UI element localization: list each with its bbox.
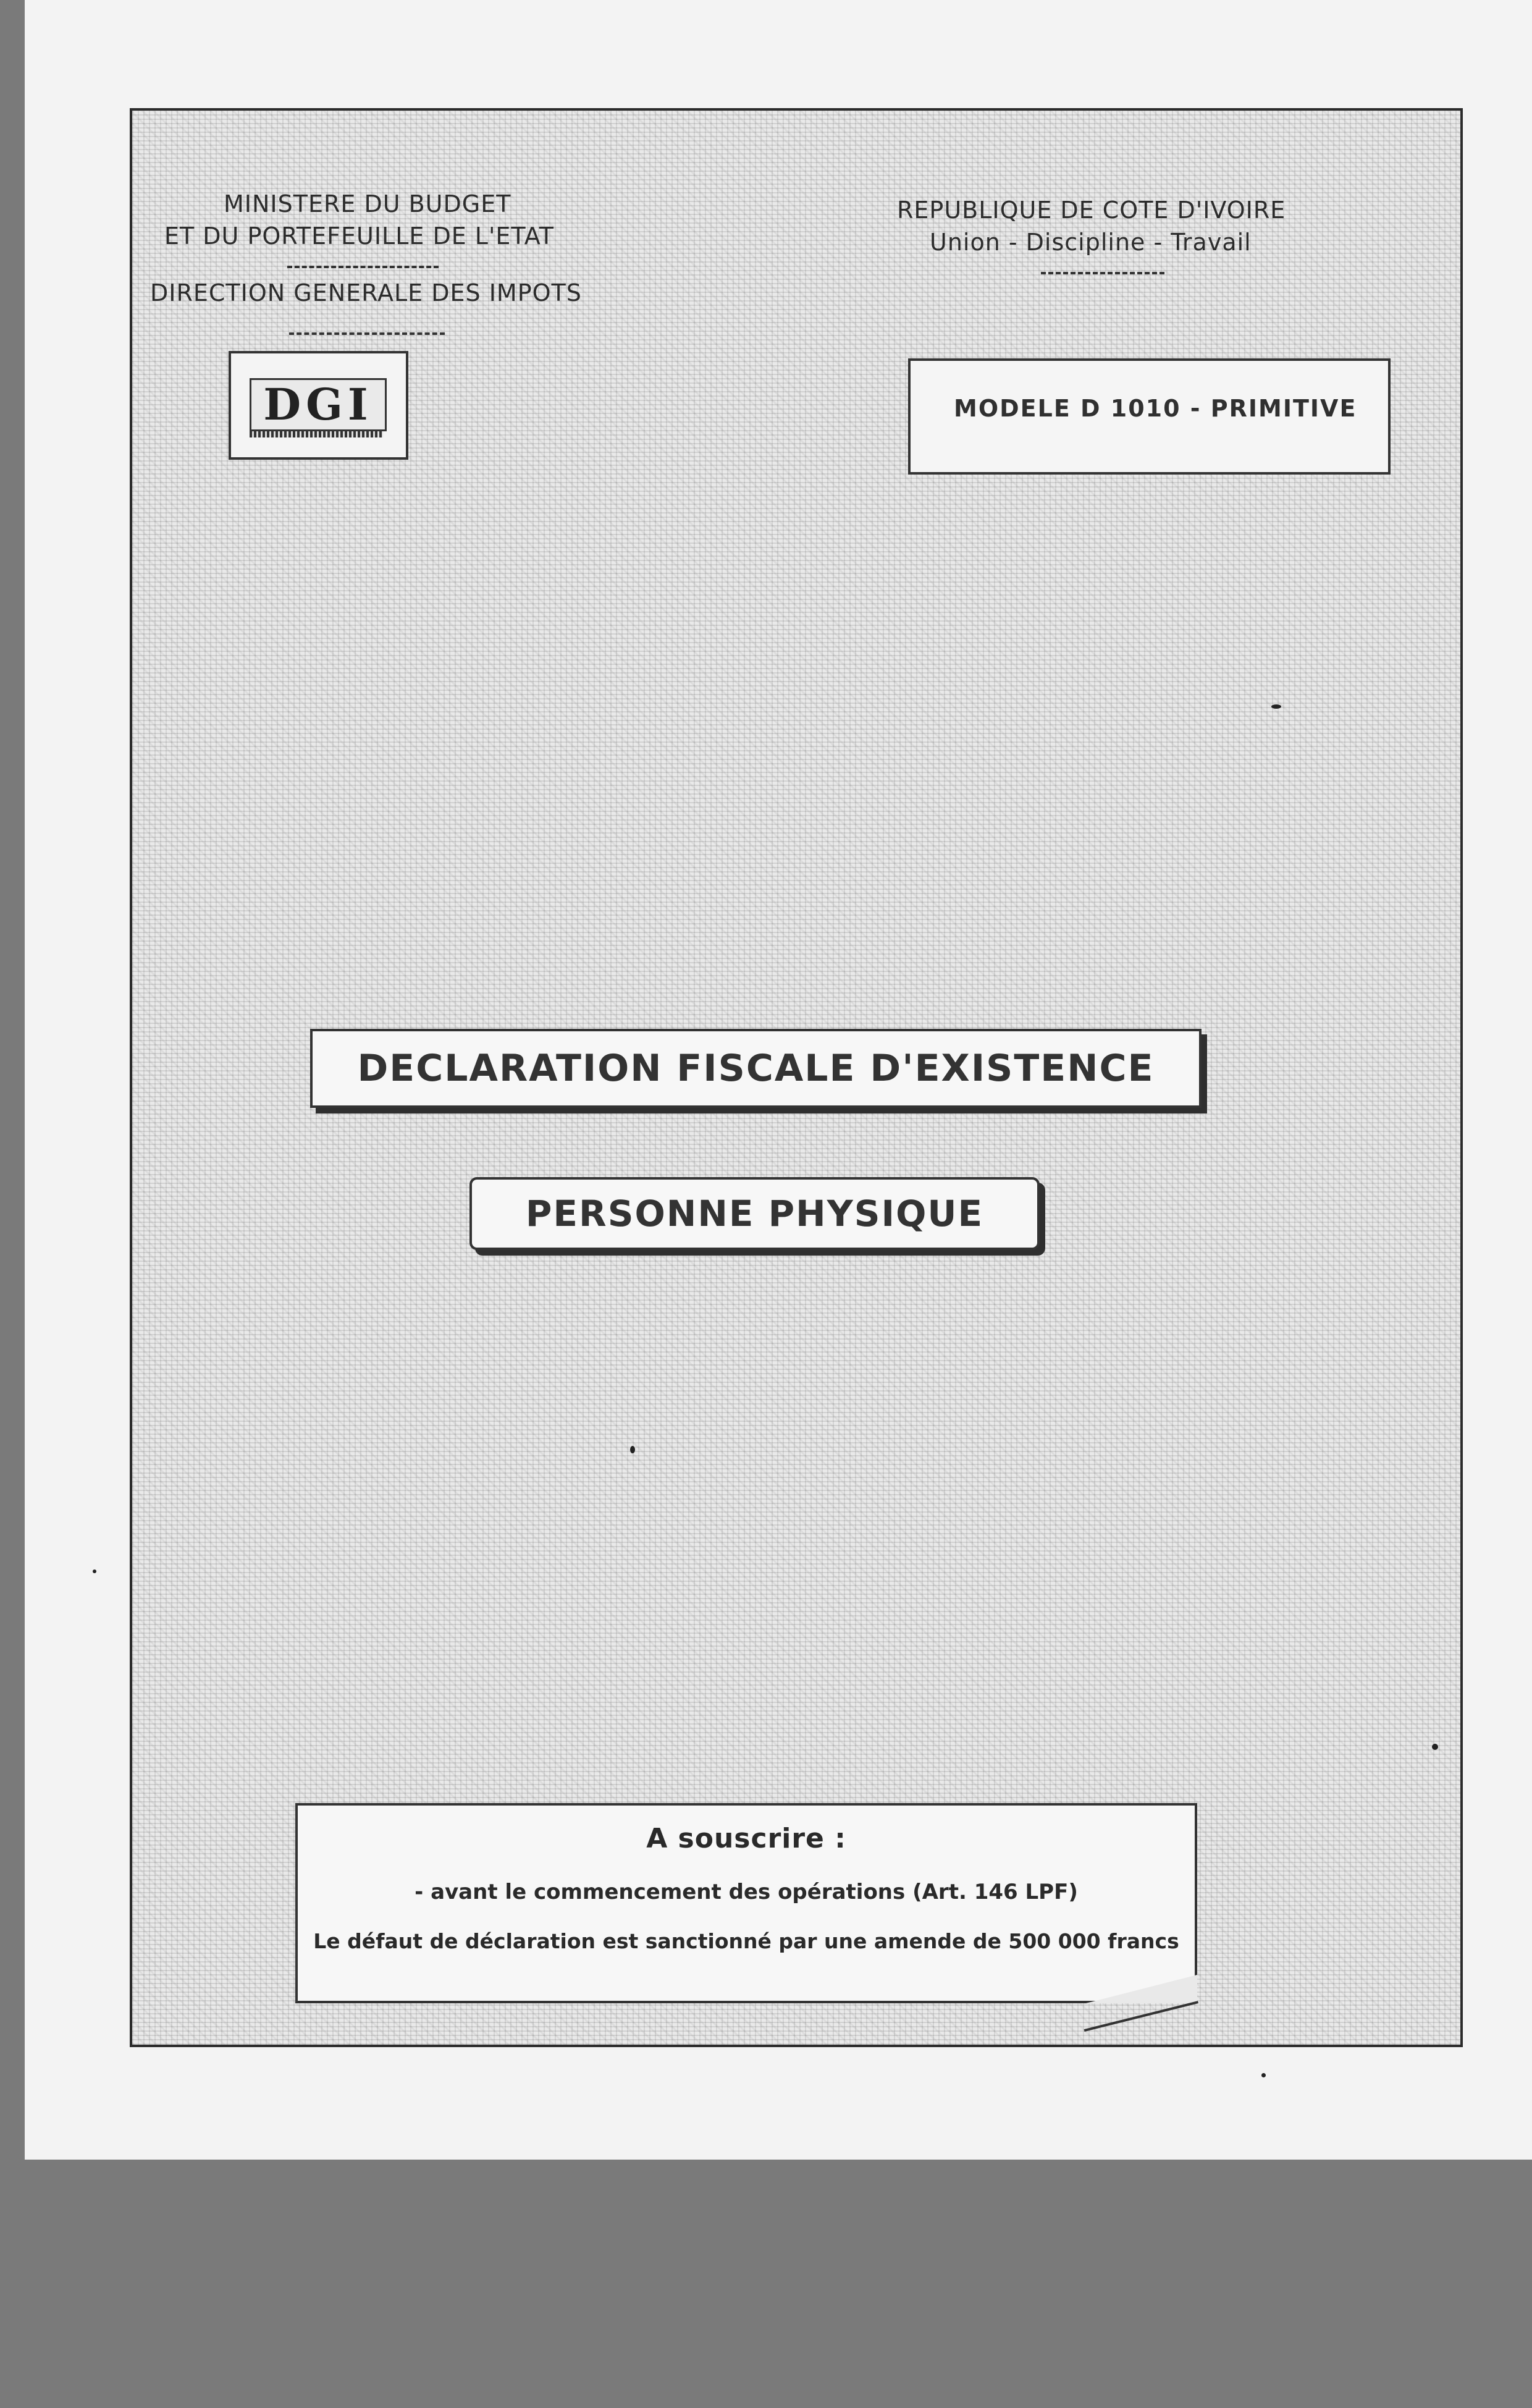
dgi-logo-caption-strip: [250, 431, 383, 437]
form-model-box: [908, 358, 1391, 475]
notice-box: [295, 1803, 1197, 2003]
separator-dash: [287, 266, 439, 268]
page-curl-decoration: [1086, 1975, 1197, 2003]
national-motto: Union - Discipline - Travail: [930, 229, 1252, 256]
scan-speck: [1432, 1744, 1438, 1750]
notice-penalty-text: Le défaut de déclaration est sanctionné par une amende de 500 000 francs: [313, 1929, 1179, 1953]
declaration-title: DECLARATION FISCALE D'EXISTENCE: [310, 1029, 1202, 1108]
notice-deadline-text: - avant le commencement des opérations (Art. 146 LPF): [415, 1880, 1078, 1904]
ministry-line-2: ET DU PORTEFEUILLE DE L'ETAT: [164, 222, 554, 250]
person-type-title: PERSONNE PHYSIQUE: [469, 1177, 1040, 1250]
notice-title: A souscrire :: [646, 1823, 846, 1854]
separator-dash: [289, 332, 445, 335]
scan-speck: [1261, 2073, 1266, 2077]
direction-title: DIRECTION GENERALE DES IMPOTS: [150, 279, 582, 306]
scan-speck: [630, 1446, 635, 1453]
separator-dash: [1041, 272, 1164, 274]
form-model-label: MODELE D 1010 - PRIMITIVE: [954, 395, 1357, 422]
ministry-line-1: MINISTERE DU BUDGET: [224, 190, 511, 218]
country-name: REPUBLIQUE DE COTE D'IVOIRE: [897, 196, 1286, 224]
scan-speck: [1271, 704, 1281, 709]
dgi-logo-mark: DGI: [250, 378, 387, 431]
dgi-logo: [229, 351, 408, 460]
scan-speck: [93, 1569, 96, 1573]
